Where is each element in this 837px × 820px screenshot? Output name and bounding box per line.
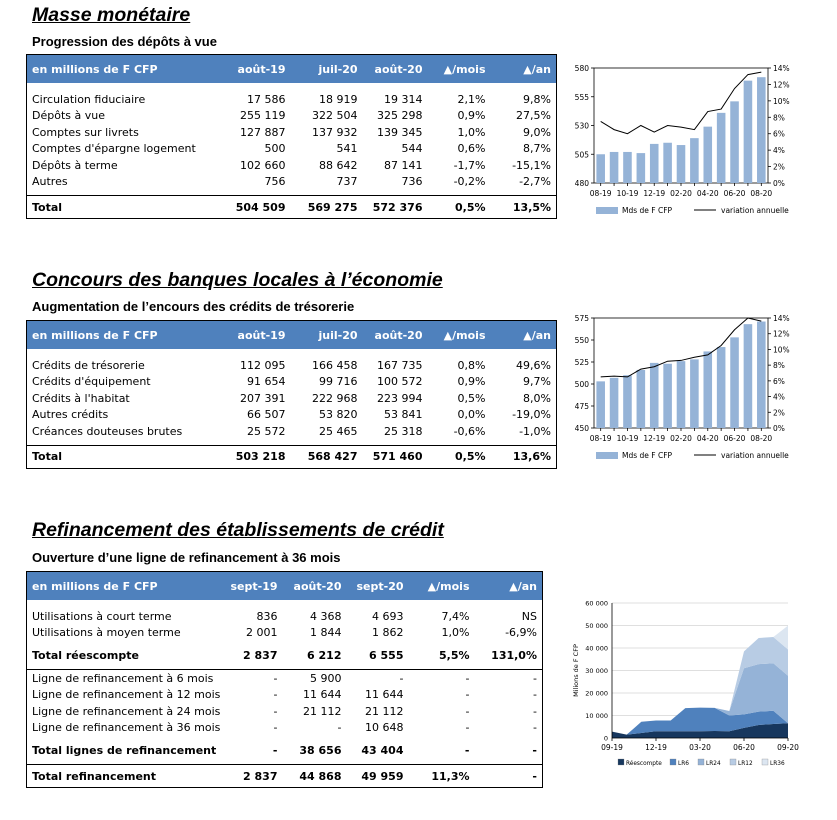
legend-label-bars: Mds de F CFP	[622, 451, 673, 460]
table-cell: 25 572	[247, 424, 286, 438]
section1-title: Masse monétaire	[32, 4, 191, 26]
y-tick-label: 500	[574, 380, 589, 389]
table-cell: 18 919	[319, 92, 358, 106]
table-row	[27, 390, 557, 407]
table-cell: 500	[264, 142, 286, 156]
table-cell: 112 095	[240, 358, 286, 372]
legend-swatch	[762, 759, 768, 765]
table-row	[27, 445, 557, 468]
table-cell: 0,6%	[457, 142, 486, 156]
table-cell: -2,7%	[519, 175, 551, 189]
table-cell: 49 959	[347, 765, 409, 788]
table-row	[27, 357, 557, 374]
table-cell: 541	[336, 142, 358, 156]
table-cell: 49,6%	[516, 358, 551, 372]
table-row	[27, 625, 543, 642]
row-label: Utilisations à moyen terme	[32, 626, 181, 640]
x-tick-label: 03-20	[689, 743, 711, 752]
table-cell: 27,5%	[516, 109, 551, 123]
x-tick-label: 10-19	[616, 434, 639, 443]
table-header-row	[27, 572, 543, 601]
table-cell: -	[465, 721, 470, 735]
column-header: août-20	[363, 321, 428, 350]
table-cell: 836	[256, 609, 278, 623]
legend-label-line: variation annuelle	[721, 206, 789, 215]
y2-tick-label: 12%	[773, 329, 790, 339]
y-tick-label: 20 000	[585, 689, 608, 698]
table-cell: -	[532, 743, 537, 757]
table-cell: 0,5%	[428, 196, 491, 219]
bar	[663, 364, 672, 428]
y2-tick-label: 6%	[773, 129, 785, 139]
legend-swatch	[698, 759, 704, 765]
table-row	[27, 687, 543, 704]
table-concours-bancaires	[26, 320, 557, 469]
x-tick-label: 09-19	[601, 743, 623, 752]
table-cell: 4 693	[372, 609, 404, 623]
bar	[744, 324, 753, 428]
table-cell: 6 212	[307, 648, 342, 662]
y-tick-label: 30 000	[585, 667, 608, 675]
table-cell: 0,0%	[457, 408, 486, 422]
table-cell: 87 141	[384, 158, 423, 172]
column-header: ▲/an	[491, 321, 557, 350]
row-label: Autres crédits	[32, 408, 109, 422]
table-cell: 44 868	[283, 765, 347, 788]
combo-chart-svg	[562, 60, 812, 225]
column-header: août-20	[363, 55, 428, 84]
table-cell: 99 716	[319, 375, 358, 389]
table-cell: 66 507	[247, 408, 286, 422]
row-label: Utilisations à court terme	[32, 609, 172, 623]
legend-label-bars: Mds de F CFP	[622, 206, 673, 215]
table-row	[27, 645, 543, 665]
column-header: juil-20	[291, 55, 363, 84]
table-cell: 7,4%	[441, 609, 470, 623]
x-tick-label: 08-20	[750, 434, 773, 443]
row-label: Total	[27, 445, 217, 468]
table-cell: -	[273, 721, 278, 735]
y2-tick-label: 8%	[773, 361, 785, 371]
section3-subtitle: Ouverture d’une ligne de refinancement à 36 mois	[32, 550, 341, 565]
x-tick-label: 09-20	[777, 743, 799, 752]
table-cell: 19 314	[384, 92, 423, 106]
y-tick-label: 475	[574, 402, 589, 411]
table-cell: -	[533, 688, 537, 702]
table-row	[27, 157, 557, 174]
chart-refinancement	[568, 595, 808, 775]
legend-swatch	[618, 759, 624, 765]
x-tick-label: 06-20	[723, 189, 746, 198]
table-row	[27, 608, 543, 625]
legend-label: Réescompte	[626, 761, 662, 767]
row-label: Comptes sur livrets	[32, 125, 139, 139]
x-tick-label: 08-20	[750, 189, 773, 198]
table-cell: -0,6%	[453, 424, 486, 438]
bar	[650, 144, 659, 183]
y2-tick-label: 4%	[773, 146, 785, 156]
bar	[650, 363, 659, 428]
table-cell: 756	[264, 175, 286, 189]
bar	[703, 351, 712, 428]
table-cell: -	[465, 688, 470, 702]
bar	[717, 113, 726, 183]
bar	[690, 359, 699, 428]
table-cell: 504 509	[217, 196, 291, 219]
table-cell: 2,1%	[457, 92, 486, 106]
table-cell: 139 345	[377, 125, 423, 139]
table-row	[27, 124, 557, 141]
table-cell: -	[533, 704, 537, 718]
y-tick-label: 0	[603, 734, 608, 743]
table-cell: 43 404	[361, 743, 404, 757]
y-tick-label: 575	[574, 314, 589, 323]
table-cell: -19,0%	[512, 408, 551, 422]
chart-concours-bancaires	[562, 310, 812, 470]
column-header: ▲/mois	[409, 572, 475, 601]
table-cell: 2 001	[246, 626, 278, 640]
table-cell: 2 837	[243, 648, 278, 662]
table-cell: -	[475, 765, 543, 788]
bar	[637, 370, 646, 428]
row-label: Total	[27, 196, 217, 219]
section3-title: Refinancement des établissements de crédit	[32, 519, 444, 541]
legend-swatch-bars	[596, 207, 618, 214]
column-header: août-19	[217, 321, 291, 350]
table-cell: 102 660	[240, 158, 286, 172]
table-cell: 25 318	[384, 424, 423, 438]
x-tick-label: 12-19	[643, 189, 666, 198]
y-tick-label: 550	[574, 336, 589, 345]
y-tick-label: 480	[574, 179, 589, 188]
table-cell: 5,5%	[438, 648, 470, 662]
table-cell: 568 427	[291, 445, 363, 468]
table-cell: -	[464, 743, 470, 757]
row-label: Dépôts à terme	[32, 158, 118, 172]
bar	[623, 375, 632, 428]
row-label: Ligne de refinancement à 36 mois	[32, 721, 221, 735]
table-cell: -	[465, 704, 470, 718]
y-tick-label: 530	[574, 121, 589, 131]
table-cell: 325 298	[377, 109, 423, 123]
y2-tick-label: 8%	[773, 113, 785, 123]
y-tick-label: 60 000	[585, 599, 608, 608]
table-cell: 127 887	[240, 125, 286, 139]
table-cell: 137 932	[312, 125, 358, 139]
table-cell: 100 572	[377, 375, 423, 389]
table-cell: 0,5%	[428, 445, 491, 468]
bar	[637, 153, 646, 183]
bar	[744, 81, 753, 183]
table-cell: 11 644	[365, 688, 404, 702]
y-tick-label: 10 000	[585, 712, 608, 720]
bar	[623, 152, 632, 183]
table-row	[27, 407, 557, 424]
x-tick-label: 02-20	[670, 434, 692, 443]
table-cell: -	[337, 721, 342, 735]
table-cell: 10 648	[365, 721, 404, 735]
table-row	[27, 765, 543, 788]
table-cell: -6,9%	[505, 626, 537, 640]
table-cell: 1,0%	[457, 125, 486, 139]
table-cell: -	[272, 743, 278, 757]
table-cell: 8,7%	[523, 142, 551, 156]
table-cell: 13,5%	[491, 196, 557, 219]
y-axis-label: Milions de F CFP	[572, 644, 580, 697]
bar	[663, 143, 672, 183]
table-cell: 0,8%	[457, 358, 486, 372]
bar	[677, 145, 686, 183]
table-row	[27, 670, 543, 687]
column-header: sept-20	[347, 572, 409, 601]
table-cell: -0,2%	[453, 175, 486, 189]
bar	[610, 378, 619, 428]
bar	[717, 347, 726, 428]
table-cell: 9,8%	[523, 92, 551, 106]
table-cell: 1 844	[310, 626, 342, 640]
row-label: Crédits d'équipement	[32, 375, 151, 389]
column-header: sept-19	[217, 572, 283, 601]
row-label: Circulation fiduciaire	[32, 92, 146, 106]
y2-tick-label: 14%	[773, 314, 790, 323]
y2-tick-label: 10%	[773, 345, 790, 355]
chart-masse-monetaire	[562, 60, 812, 225]
area-chart-svg	[568, 595, 808, 775]
table-cell: 1,0%	[441, 626, 470, 640]
column-header: en millions de F CFP	[27, 572, 217, 601]
x-tick-label: 04-20	[696, 189, 719, 198]
table-row	[27, 196, 557, 219]
row-label: Total lignes de refinancement	[32, 743, 217, 757]
table-cell: 4 368	[310, 609, 342, 623]
y2-tick-label: 0%	[773, 424, 785, 433]
table-row	[27, 91, 557, 108]
y-tick-label: 555	[574, 92, 589, 102]
table-row	[27, 720, 543, 737]
table-cell: 53 820	[319, 408, 358, 422]
column-header: ▲/mois	[428, 321, 491, 350]
y2-tick-label: 10%	[773, 96, 790, 106]
table-cell: 569 275	[291, 196, 363, 219]
table-header-row	[27, 321, 557, 350]
table-row	[27, 108, 557, 125]
column-header: en millions de F CFP	[27, 55, 217, 84]
table-cell: NS	[521, 609, 537, 623]
y2-tick-label: 6%	[773, 376, 785, 386]
table-cell: -	[347, 670, 409, 687]
x-tick-label: 06-20	[733, 743, 755, 752]
y2-tick-label: 12%	[773, 80, 790, 90]
bar	[596, 381, 605, 428]
bar	[703, 127, 712, 183]
table-cell: -15,1%	[512, 158, 551, 172]
y-tick-label: 50 000	[585, 622, 608, 630]
table-cell: 207 391	[240, 391, 286, 405]
table-cell: 167 735	[377, 358, 423, 372]
table-row	[27, 141, 557, 158]
table-cell: 255 119	[240, 109, 286, 123]
table-cell: -1,0%	[519, 424, 551, 438]
table-cell: 572 376	[363, 196, 428, 219]
table-cell: 8,0%	[523, 391, 551, 405]
table-masse-monetaire	[26, 54, 557, 219]
bar	[730, 337, 739, 428]
y-tick-label: 450	[574, 424, 589, 433]
legend-swatch	[670, 759, 676, 765]
legend-label: LR36	[770, 761, 785, 767]
row-label: Dépôts à vue	[32, 109, 105, 123]
bar	[596, 154, 605, 183]
column-header: ▲/an	[491, 55, 557, 84]
section1-subtitle: Progression des dépôts à vue	[32, 34, 217, 49]
column-header: ▲/an	[475, 572, 543, 601]
table-cell: -	[409, 670, 475, 687]
table-cell: 9,0%	[523, 125, 551, 139]
table-cell: -	[533, 721, 537, 735]
table-cell: 222 968	[312, 391, 358, 405]
table-row	[27, 703, 543, 720]
table-cell: 25 465	[319, 424, 358, 438]
table-cell: 5 900	[283, 670, 347, 687]
row-label: Créances douteuses brutes	[32, 424, 183, 438]
y-tick-label: 505	[574, 150, 589, 160]
y2-tick-label: 2%	[773, 162, 785, 172]
bar	[677, 361, 686, 428]
row-label: Total réescompte	[32, 648, 139, 662]
bar	[690, 138, 699, 183]
legend-label: LR6	[678, 761, 689, 767]
y2-tick-label: 4%	[773, 392, 785, 402]
y2-tick-label: 0%	[773, 179, 785, 188]
table-cell: 0,5%	[457, 391, 486, 405]
table-cell: 131,0%	[491, 648, 537, 662]
legend-label-line: variation annuelle	[721, 451, 789, 460]
bar	[757, 77, 766, 183]
y-tick-label: 40 000	[585, 644, 608, 653]
table-row	[27, 740, 543, 760]
row-label: Crédits de trésorerie	[32, 358, 145, 372]
table-cell: 11 644	[303, 688, 342, 702]
table-cell: 88 642	[319, 158, 358, 172]
x-tick-label: 02-20	[670, 189, 692, 198]
column-header: août-20	[283, 572, 347, 601]
row-label: Ligne de refinancement à 6 mois	[27, 670, 217, 687]
table-cell: 1 862	[372, 626, 404, 640]
bar	[610, 152, 619, 183]
table-refinancement	[26, 571, 543, 788]
table-cell: 2 837	[217, 765, 283, 788]
table-cell: -	[475, 670, 543, 687]
y2-tick-label: 14%	[773, 64, 790, 73]
y-tick-label: 525	[574, 358, 589, 367]
table-cell: 91 654	[247, 375, 286, 389]
column-header: en millions de F CFP	[27, 321, 217, 350]
table-cell: -1,7%	[453, 158, 486, 172]
x-tick-label: 08-19	[589, 189, 612, 198]
x-tick-label: 12-19	[645, 743, 667, 752]
table-cell: 21 112	[303, 704, 342, 718]
column-header: août-19	[217, 55, 291, 84]
row-label: Ligne de refinancement à 12 mois	[32, 688, 221, 702]
table-row	[27, 423, 557, 440]
table-cell: 736	[401, 175, 423, 189]
table-cell: 11,3%	[409, 765, 475, 788]
table-cell: 223 994	[377, 391, 423, 405]
column-header: ▲/mois	[428, 55, 491, 84]
table-cell: 21 112	[365, 704, 404, 718]
table-row	[27, 374, 557, 391]
legend-swatch	[730, 759, 736, 765]
legend-label: LR24	[706, 761, 721, 767]
row-label: Comptes d'épargne logement	[32, 142, 196, 156]
x-tick-label: 06-20	[723, 434, 746, 443]
x-tick-label: 04-20	[696, 434, 719, 443]
table-cell: 17 586	[247, 92, 286, 106]
table-cell: 322 504	[312, 109, 358, 123]
section2-title: Concours des banques locales à l’économie	[32, 269, 443, 291]
table-cell: 53 841	[384, 408, 423, 422]
table-cell: 9,7%	[523, 375, 551, 389]
bar	[757, 322, 766, 428]
column-header: juil-20	[291, 321, 363, 350]
table-cell: 503 218	[217, 445, 291, 468]
table-row	[27, 174, 557, 191]
table-cell: 13,6%	[491, 445, 557, 468]
x-tick-label: 08-19	[589, 434, 612, 443]
y-tick-label: 580	[574, 64, 589, 73]
row-label: Ligne de refinancement à 24 mois	[32, 704, 221, 718]
table-cell: 0,9%	[457, 375, 486, 389]
legend-swatch-bars	[596, 452, 618, 459]
section2-subtitle: Augmentation de l’encours des crédits de trésorerie	[32, 299, 355, 314]
x-tick-label: 12-19	[643, 434, 666, 443]
legend-label: LR12	[738, 761, 753, 767]
table-header-row	[27, 55, 557, 84]
x-tick-label: 10-19	[616, 189, 639, 198]
row-label: Crédits à l'habitat	[32, 391, 130, 405]
row-label: Total refinancement	[27, 765, 217, 788]
y2-tick-label: 2%	[773, 408, 785, 418]
table-cell: -	[217, 670, 283, 687]
combo-chart-svg	[562, 310, 812, 470]
table-cell: 6 555	[369, 648, 404, 662]
table-cell: 737	[336, 175, 358, 189]
table-cell: 166 458	[312, 358, 358, 372]
table-cell: 38 656	[299, 743, 342, 757]
row-label: Autres	[32, 175, 68, 189]
table-cell: -	[273, 688, 278, 702]
bar	[730, 101, 739, 183]
table-cell: 544	[401, 142, 423, 156]
table-cell: 571 460	[363, 445, 428, 468]
table-cell: 0,9%	[457, 109, 486, 123]
table-cell: -	[273, 704, 278, 718]
